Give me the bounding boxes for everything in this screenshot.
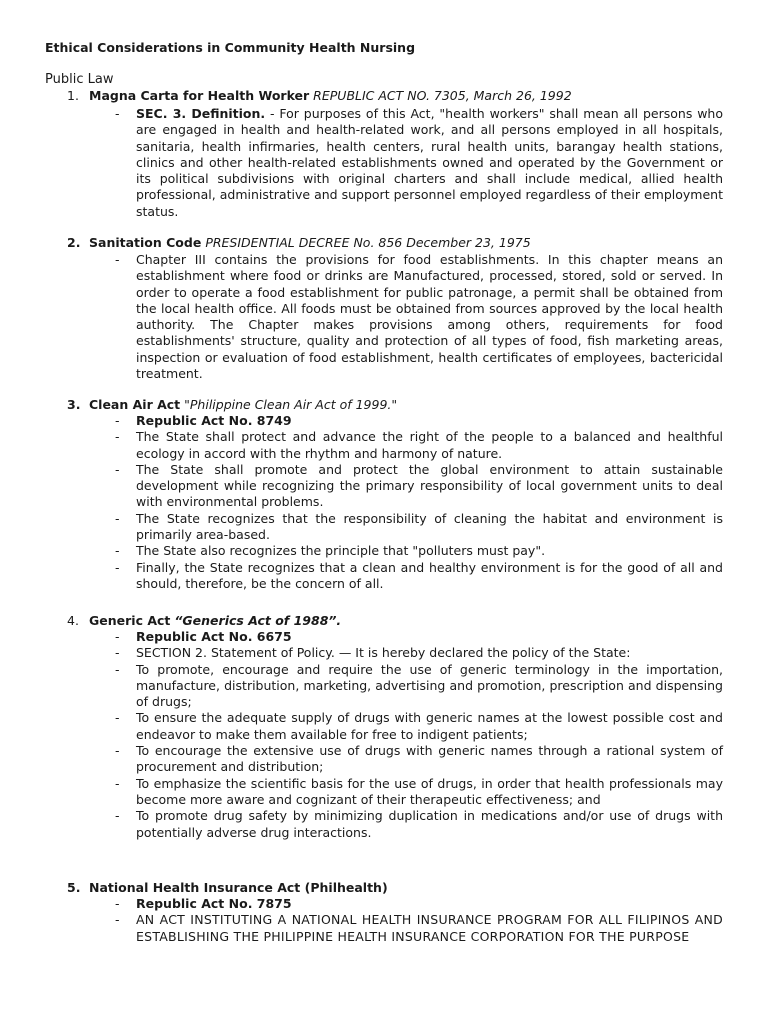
item-text: Chapter III contains the provisions for food establishments. In this chapter means an establishment where food or drinks are Manufactured, processed, stored, sold or served. In order to operate a food establishment for public patronage, a permit shall be obtained from the local health office. All foods must be obtained from sources approved by the local health authority. The Chapter makes provisions among others, requirements for food establishments' structure, quality and protection of all types of food, fish marketing areas, inspection or evaluation of food establishment, health certificates of employees, bactericidal treatment. (136, 252, 723, 382)
dash-bullet: - (115, 775, 120, 791)
item-text: - For purposes of this Act, "health workers" shall mean all persons who are engaged in health and health-related work, and all persons employed in all hospitals, sanitaria, health infirmaries, health centers, rural health units, barangay health stations, clinics and other health-related establishments owned and operated by the Government or its political subdivisions with original charters and shall include medical, allied health professional, administrative and support personnel employed regardless of their employment status. (136, 106, 723, 219)
dash-bullet: - (115, 661, 120, 677)
law-reference: REPUBLIC ACT NO. 7305, March 26, 1992 (313, 88, 572, 103)
list-item (115, 462, 723, 511)
item-text: To ensure the adequate supply of drugs with generic names at the lowest possible cost and endeavor to make them available for free to indigent patients; (136, 710, 723, 742)
item-lead: Republic Act No. 6675 (136, 629, 292, 644)
list-item (115, 808, 723, 841)
law-heading (67, 613, 341, 628)
dash-bullet: - (115, 252, 120, 267)
law-reference: "Philippine Clean Air Act of 1999." (184, 397, 398, 412)
law-name: Magna Carta for Health Worker (89, 88, 310, 103)
law-heading (67, 88, 572, 103)
law-items (115, 106, 723, 220)
list-item (115, 429, 723, 462)
list-item (115, 776, 723, 809)
law-items (115, 413, 723, 592)
item-text: To encourage the extensive use of drugs with generic names through a rational system of procurement and distribution; (136, 743, 723, 775)
item-text: To promote drug safety by minimizing duplication in medications and/or use of drugs with potentially adverse drug interactions. (136, 808, 723, 840)
item-text: The State shall protect and advance the right of the people to a balanced and healthful ecology in accord with the rhythm and harmony of nature. (136, 429, 723, 461)
list-item (115, 710, 723, 743)
dash-bullet: - (115, 429, 120, 445)
law-number: 3. (67, 397, 81, 412)
law-reference: “Generics Act of 1988”. (174, 613, 342, 628)
list-item (115, 912, 723, 945)
dash-bullet: - (115, 629, 120, 644)
list-item (115, 896, 723, 912)
dash-bullet: - (115, 896, 120, 911)
dash-bullet: - (115, 510, 120, 526)
dash-bullet: - (115, 413, 120, 428)
dash-bullet: - (115, 808, 120, 824)
law-heading (67, 397, 397, 412)
law-reference: PRESIDENTIAL DECREE No. 856 December 23, 1975 (205, 235, 531, 250)
list-item (115, 629, 723, 645)
dash-bullet: - (115, 645, 120, 661)
law-items (115, 896, 723, 945)
item-lead: Republic Act No. 8749 (136, 413, 292, 428)
law-name: Clean Air Act (89, 397, 181, 412)
dash-bullet: - (115, 543, 120, 559)
law-heading (67, 235, 531, 250)
law-heading (67, 880, 388, 895)
list-item (115, 511, 723, 544)
law-items (115, 252, 723, 382)
item-text: The State also recognizes the principle that "polluters must pay". (136, 543, 546, 559)
item-text: The State recognizes that the responsibility of cleaning the habitat and environment is primarily area-based. (136, 510, 723, 543)
list-item (115, 662, 723, 711)
law-name: National Health Insurance Act (Philhealth) (89, 880, 388, 895)
list-item (115, 543, 723, 559)
item-text: SECTION 2. Statement of Policy. — It is hereby declared the policy of the State: (136, 645, 631, 661)
dash-bullet: - (115, 106, 120, 121)
law-number: 4. (67, 613, 79, 628)
dash-bullet: - (115, 710, 120, 726)
list-item (115, 106, 723, 220)
law-name: Generic Act (89, 613, 171, 628)
list-item (115, 413, 723, 429)
list-item (115, 252, 723, 382)
item-text: To emphasize the scientific basis for the use of drugs, in order that health professionals may become more aware and cognizant of their therapeutic effectiveness; and (136, 775, 723, 807)
list-item (115, 560, 723, 593)
list-item (115, 645, 723, 661)
document-title: Ethical Considerations in Community Health Nursing (45, 40, 416, 55)
item-text: Finally, the State recognizes that a clean and healthy environment is for the good of all and should, therefore, be the concern of all. (136, 559, 723, 591)
law-number: 5. (67, 880, 81, 895)
law-items (115, 629, 723, 841)
dash-bullet: - (115, 912, 120, 928)
list-item (115, 743, 723, 776)
item-text: The State shall promote and protect the global environment to attain sustainable development while recognizing the primary responsibility of local government units to deal with environmental problems. (136, 461, 723, 510)
law-number: 1. (67, 88, 79, 103)
section-label: Public Law (45, 72, 114, 87)
law-number: 2. (67, 235, 81, 250)
dash-bullet: - (115, 559, 120, 575)
item-text: To promote, encourage and require the use of generic terminology in the importation, manufacture, distribution, marketing, advertising and promotion, prescription and dispensing of drugs; (136, 661, 723, 710)
law-name: Sanitation Code (89, 235, 202, 250)
item-lead: Republic Act No. 7875 (136, 896, 292, 911)
dash-bullet: - (115, 743, 120, 759)
item-text: AN ACT INSTITUTING A NATIONAL HEALTH INSURANCE PROGRAM FOR ALL FILIPINOS AND ESTABLISHING THE PHILIPPINE HEALTH INSURANCE CORPORATION FOR THE PURPOSE (136, 912, 723, 944)
item-lead: SEC. 3. Definition. (136, 106, 266, 121)
dash-bullet: - (115, 461, 120, 477)
